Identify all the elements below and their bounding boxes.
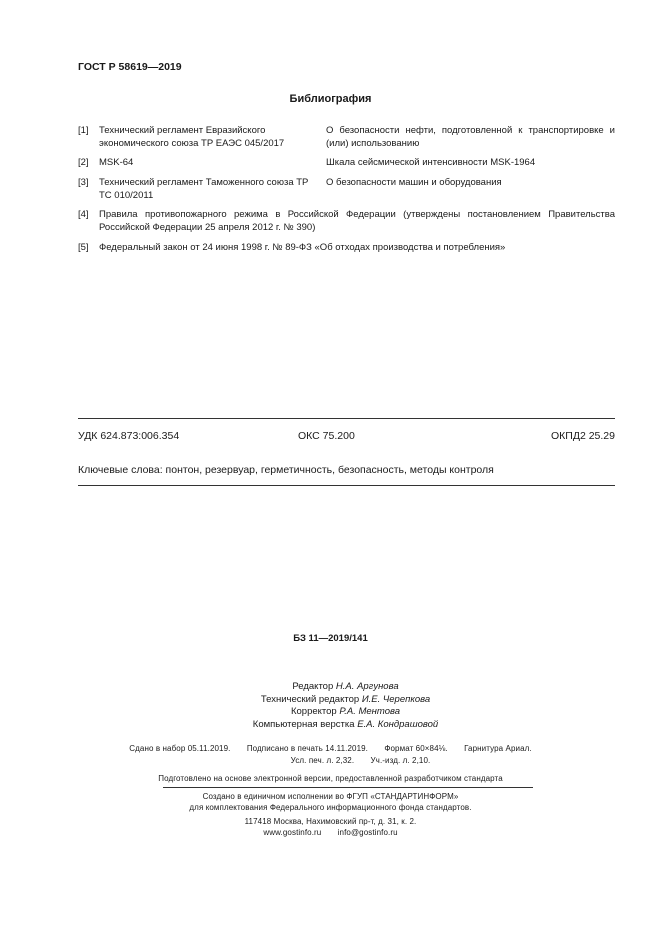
ref-number: [1] [78, 125, 89, 136]
corrector-line [0, 706, 661, 719]
oks-code: ОКС 75.200 [298, 430, 355, 442]
layout-line [0, 719, 661, 732]
bibliography-ref-2 [78, 156, 615, 169]
ref-full-text: Федеральный закон от 24 июня 1998 г. № 89-ФЗ «Об отходах производства и потребления» [99, 242, 506, 253]
editors-block [0, 681, 661, 731]
top-divider [78, 418, 615, 419]
imprint-divider [163, 787, 533, 788]
standard-code: ГОСТ Р 58619—2019 [78, 61, 182, 73]
bibliography-ref-4 [78, 208, 615, 234]
ref-document: MSK-64 [99, 157, 134, 168]
ref-number: [2] [78, 157, 89, 168]
editor-name: Н.А. Аргунова [335, 681, 399, 692]
ref-number: [5] [78, 242, 89, 253]
keywords: Ключевые слова: понтон, резервуар, герметичность, безопасность, методы контроля [78, 464, 494, 476]
bibliography-ref-5 [78, 241, 615, 254]
bibliography-ref-3 [78, 176, 615, 202]
imprint-format: Формат 60×84⅛. [384, 744, 448, 753]
bibliography-title: Библиография [289, 93, 372, 105]
bottom-divider [78, 485, 615, 486]
ref-number: [4] [78, 209, 89, 220]
imprint-website[interactable]: www.gostinfo.ru [263, 828, 322, 837]
imprint-typeface: Гарнитура Ариал. [464, 744, 532, 753]
imprint-prepared: Подготовлено на основе электронной версии, предоставленной разработчиком стандарта [158, 774, 503, 783]
imprint-created-2: для комплектования Федерального информационного фонда стандартов. [189, 803, 472, 812]
editor-name: И.Е. Черепкова [361, 693, 431, 705]
imprint-print-sheets: Усл. печ. л. 2,32. [290, 756, 355, 765]
imprint-email[interactable]: info@gostinfo.ru [337, 828, 398, 837]
ref-document: Технический регламент Таможенного союза ТР ТС 010/2011 [99, 177, 309, 201]
ref-full-text: Правила противопожарного режима в Российской Федерации (утверждены постановлением Правительства Российской Федерации 25 апреля 2012 г. № 390) [99, 209, 615, 233]
imprint-contacts [0, 828, 661, 837]
imprint-edition-sheets: Уч.-изд. л. 2,10. [370, 756, 431, 765]
imprint-submitted: Сдано в набор 05.11.2019. [129, 744, 231, 753]
editor-role: Технический редактор [260, 693, 360, 705]
ref-description: О безопасности машин и оборудования [326, 177, 502, 188]
ref-description: Шкала сейсмической интенсивности MSK-1964 [326, 157, 536, 168]
imprint-address: 117418 Москва, Нахимовский пр-т, д. 31, к. 2. [244, 817, 417, 826]
editor-line [0, 681, 661, 694]
tech-editor-line [0, 694, 661, 707]
udk-code: УДК 624.873:006.354 [78, 430, 180, 442]
ref-number: [3] [78, 177, 89, 188]
ref-description: О безопасности нефти, подготовленной к транспортировке и (или) использованию [326, 125, 615, 149]
bibliography-ref-1 [78, 124, 615, 150]
imprint-signed: Подписано в печать 14.11.2019. [246, 744, 368, 753]
editor-role: Компьютерная верстка [252, 718, 355, 730]
editor-role: Редактор [292, 681, 334, 692]
imprint-line-1 [0, 744, 661, 753]
imprint-created-1: Создано в единичном исполнении во ФГУП «СТАНДАРТИНФОРМ» [202, 792, 459, 801]
editor-name: Е.А. Кондрашовой [357, 718, 439, 730]
ref-document: Технический регламент Евразийского экономического союза ТР ЕАЭС 045/2017 [99, 125, 285, 149]
bz-number: БЗ 11—2019/141 [293, 633, 368, 644]
editor-name: Р.А. Ментова [339, 706, 401, 717]
editor-role: Корректор [290, 706, 337, 717]
okpd-code: ОКПД2 25.29 [551, 430, 615, 442]
imprint-line-2 [0, 756, 661, 765]
